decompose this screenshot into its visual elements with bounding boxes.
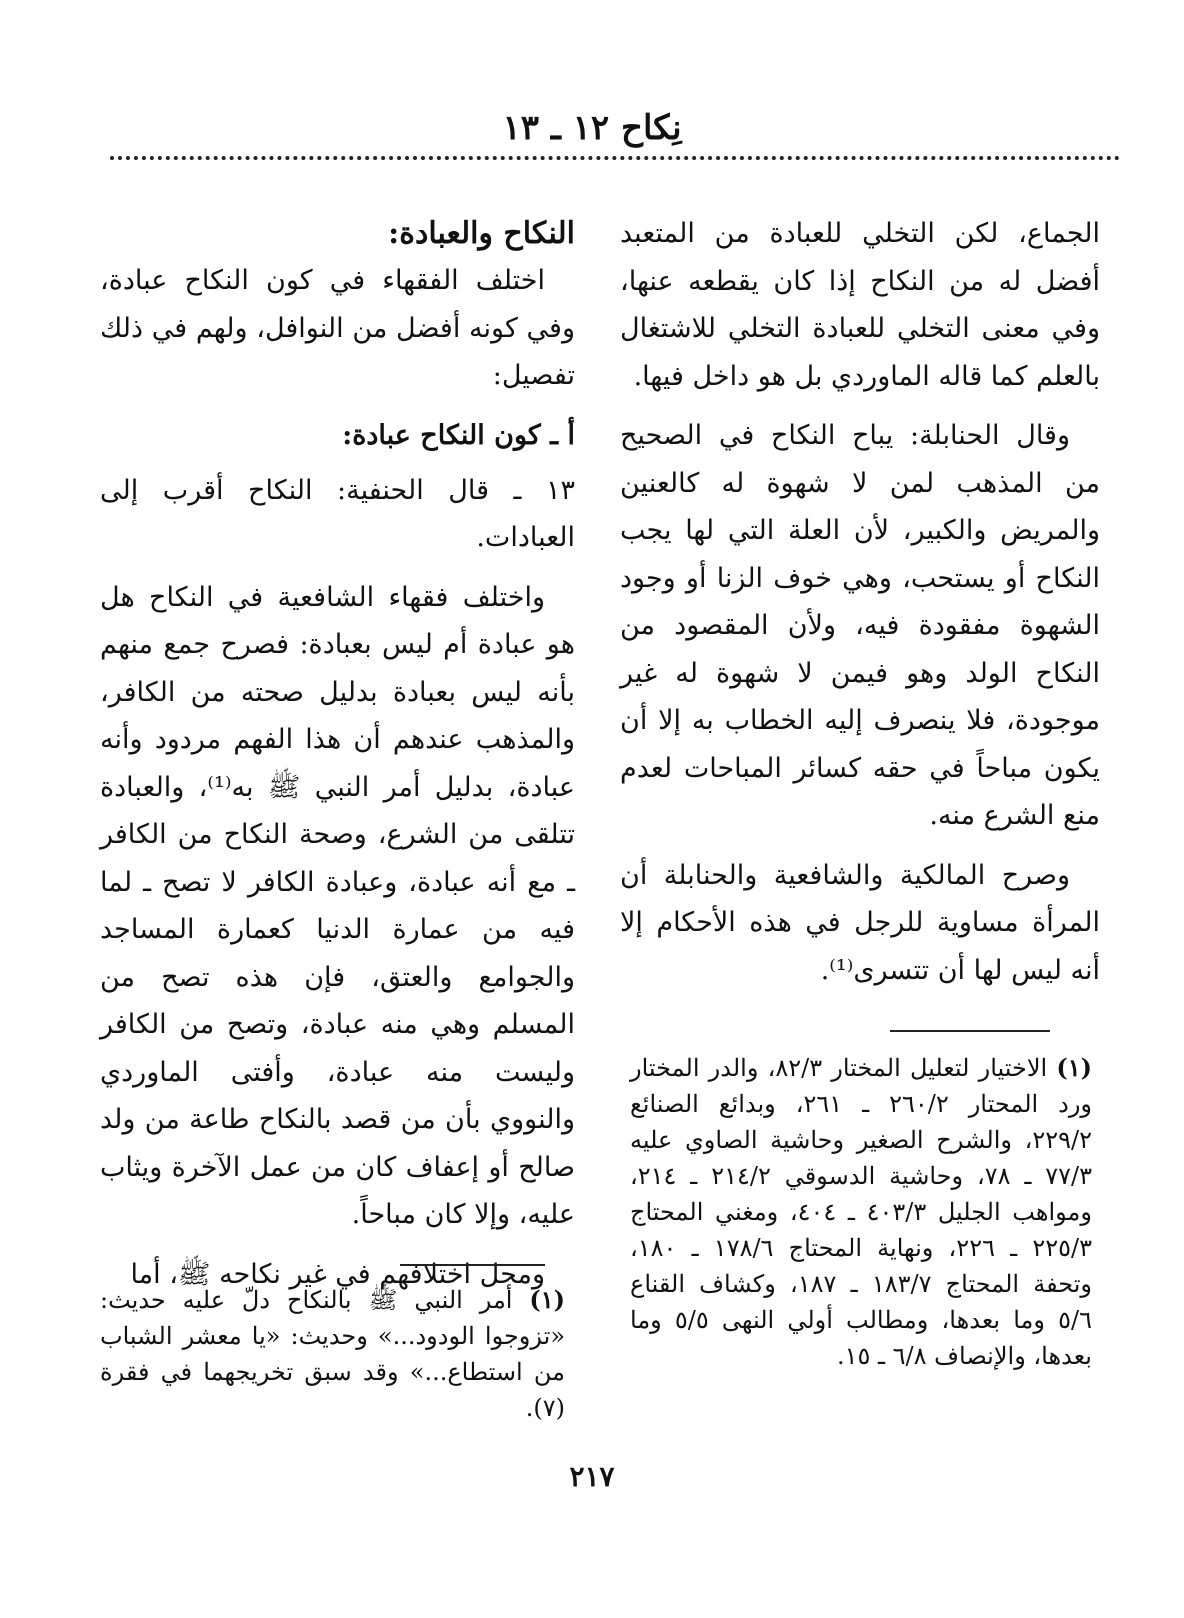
footnote-text: أمر النبي ﷺ بالنكاح دلّ عليه حديث: «تزوجوا الودود...» وحديث: «يا معشر الشباب من استطاع...» وقد سبق تخريجهما في فقرة (٧). (100, 1286, 565, 1422)
section-heading: النكاح والعبادة: (388, 216, 575, 251)
intro-paragraph: اختلف الفقهاء في كون النكاح عبادة، وفي كونه أفضل من النوافل، ولهم في ذلك تفصيل: (100, 265, 575, 391)
subsection-heading: أ ـ كون النكاح عبادة: (342, 419, 575, 451)
right-column (620, 210, 1100, 1006)
left-paragraph: ١٣ ـ قال الحنفية: النكاح أقرب إلى العبادات. (100, 474, 575, 553)
right-paragraph: وصرح المالكية والشافعية والحنابلة أن المرأة مساوية للرجل في هذه الأحكام إلا أنه ليس لها أن تتسرى⁽¹⁾. (620, 859, 1100, 986)
left-paragraph: واختلف فقهاء الشافعية في النكاح هل هو عبادة أم ليس بعبادة: فصرح جمع منهم بأنه ليس بعبادة بدليل صحته من الكافر، والمذهب عندهم أن هذا الفهم مردود وأنه عبادة، بدليل أمر النبي ﷺ به⁽¹⁾، والعبادة تتلقى من الشرع، وصحة النكاح من الكافر ـ مع أنه عبادة، وعبادة الكافر لا تصح ـ لما فيه من عمارة الدنيا كعمارة المساجد والجوامع والعتق، فإن هذه تصح من المسلم وهي منه عبادة، وتصح من الكافر وليست منه عبادة، وأفتى الماوردي والنووي بأن من قصد بالنكاح طاعة من ولد صالح أو إعفاف كان من عمل الآخرة ويثاب عليه، وإلا كان مباحاً. (100, 581, 575, 1230)
footnote-number: (١) (1056, 1053, 1092, 1082)
header-dotted-rule (110, 156, 1120, 160)
footnote-right (630, 1050, 1092, 1374)
page-header-title: نِكاح ١٢ ـ ١٣ (502, 108, 682, 148)
right-paragraph: وقال الحنابلة: يباح النكاح في الصحيح من المذهب لمن لا شهوة له كالعنين والمريض والكبير، لأن العلة التي لها يجب النكاح أو يستحب، وهي خوف الزنا أو وجود الشهوة مفقودة فيه، ولأن المقصود من النكاح الولد وهو فيمن لا شهوة له غير موجودة، فلا ينصرف إليه الخطاب به إلا أن يكون مباحاً في حقه كسائر المباحات لعدم منع الشرع منه. (620, 420, 1100, 831)
footnote-rule-left (400, 1264, 545, 1266)
footnote-number: (١) (529, 1285, 565, 1314)
left-paragraph: ومحل اختلافهم في غير نكاحه ﷺ، أما (130, 1258, 545, 1290)
footnote-left (100, 1282, 565, 1426)
left-column (100, 210, 575, 1310)
footnote-rule-right (890, 1030, 1050, 1032)
page-number: ٢١٧ (569, 1460, 615, 1493)
right-paragraph: الجماع، لكن التخلي للعبادة من المتعبد أفضل له من النكاح إذا كان يقطعه عنها، وفي معنى التخلي للعبادة التخلي للاشتغال بالعلم كما قاله الماوردي بل هو داخل فيها. (620, 218, 1100, 392)
footnote-text: الاختيار لتعليل المختار ٨٢/٣، والدر المختار ورد المحتار ٢٦٠/٢ ـ ٢٦١، وبدائع الصنائع ٢٢٩/٢، والشرح الصغير وحاشية الصاوي عليه ٧٧/٣ ـ ٧٨، وحاشية الدسوقي ٢١٤/٢ ـ ٢١٤، ومواهب الجليل ٤٠٣/٣ ـ ٤٠٤، ومغني المحتاج ٢٢٥/٣ ـ ٢٢٦، ونهاية المحتاج ١٧٨/٦ ـ ١٨٠، وتحفة المحتاج ١٨٣/٧ ـ ١٨٧، وكشاف القناع ٥/٦ وما بعدها، ومطالب أولي النهى ٥/٥ وما بعدها، والإنصاف ٦/٨ ـ ١٥. (630, 1054, 1093, 1370)
